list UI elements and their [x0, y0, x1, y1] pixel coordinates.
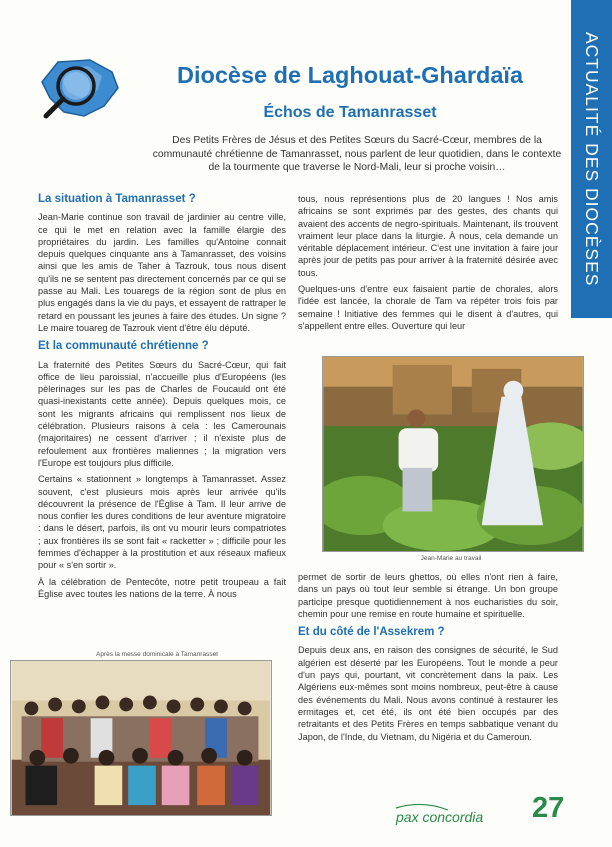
- paragraph: La fraternité des Petites Sœurs du Sacré-Cœur, qui fait office de lieu paroissial, n'accueille plus d'Européens (les pèlerinages sur les pas de Charles de Foucauld ont été quasi-inexistants cette année). Depuis quelques mois, ce sont les migrants africains qui remplissent nos lieux de célébration. Plusieurs raisons à cela : les Camerounais (majoritaires) ne cessent d'arriver ; il n'existe plus de refoulement aux frontières maliennes ; la migration vers l'Europe est toujours plus difficile.: [38, 359, 286, 468]
- left-column: [38, 193, 286, 604]
- page-title: Diocèse de Laghouat-Ghardaïa: [176, 62, 524, 88]
- pax-concordia-logo: [392, 802, 516, 828]
- right-column-top: [298, 193, 558, 336]
- page-number: 27: [532, 792, 565, 824]
- garden-photo-caption: Jean-Marie au travail: [420, 555, 482, 562]
- section-tab-label: ACTUALITÉ DES DIOCÈSES: [582, 31, 602, 287]
- garden-photo: [322, 356, 584, 552]
- article-intro: Des Petits Frères de Jésus et des Petites Sœurs du Sacré-Cœur, membres de la communauté chrétienne de Tamanrasset, nous parlent de leur quotidien, dans le contexte de la tourmente que traverse le Nord-Mali, leur si proche voisin…: [152, 135, 562, 174]
- article-subtitle: Échos de Tamanrasset: [263, 104, 437, 121]
- paragraph: permet de sortir de leurs ghettos, où elles n'ont rien à faire, dans un pays où tout leur semble si étrange. Un bon groupe participe presque quotidiennement à nos eucharisties du soir, chemin pour une remise en route humaine et spirituelle.: [298, 572, 558, 619]
- group-photo-caption: Après la messe dominicale à Tamanrasset: [96, 651, 218, 658]
- diocese-map-logo: [28, 54, 124, 126]
- group-photo: [10, 660, 272, 816]
- section-heading-assekrem: Et du côté de l'Assekrem ?: [298, 626, 445, 639]
- section-tab: [571, 0, 612, 318]
- paragraph: Depuis deux ans, en raison des consignes de sécurité, le Sud algérien est déserté par les Européens. Tout le monde a peur d'un pays qui, pourtant, vit concrètement dans la paix. Les Algériens eux-mêmes sont moins nombreux, peut-être à cause des événements du Mali. Nous avons continué à restaurer les ermitages et, cet été, ils ont été bien occupés par des retraitants et des Petits Frères en temps sabbatique venant du Japon, de l'Inde, du Vietnam, du Nigéria et du Cameroun.: [298, 645, 558, 742]
- right-column-bottom: [298, 571, 558, 747]
- section-heading-situation: La situation à Tamanrasset ?: [38, 193, 196, 205]
- pax-concordia-logo-text: pax concordia: [396, 809, 484, 825]
- paragraph: tous, nous représentions plus de 20 langues ! Nos amis africains se sont exprimés par des gestes, des chants qui avaient des accents de negro-spirituals. Maintenant, ils trouvent vraiment leur place dans la liturgie. À nous, cela demande un véritable déplacement intérieur. C'est une invitation à faire jour après jour de petits pas pour arriver à la fraternité désirée avec tous.: [298, 194, 558, 278]
- section-heading-communaute: Et la communauté chrétienne ?: [38, 340, 209, 353]
- paragraph: Quelques-uns d'entre eux faisaient partie de chorales, alors l'idée est lancée, la chorale de Tam va répéter trois fois par semaine ! Initiative des femmes qui le disent à d'autres, qui s'appellent entre elles. Ouverture qui leur: [298, 284, 558, 331]
- paragraph: Certains « stationnent » longtemps à Tamanrasset. Assez souvent, c'est plusieurs mois après leur arrivée qu'ils découvrent la présence de l'Église à Tam. Il leur arrive de nous confier les dures conditions de leur aventure migratoire : dans le désert, parfois, ils ont vu mourir leurs compatriotes ; aux frontières ils se sont fait « racketter » ; difficile pour les femmes d'échapper à la prostitution et aux réseaux mafieux pour « s'en sortir ».: [38, 474, 286, 571]
- paragraph: Jean-Marie continue son travail de jardinier au centre ville, ce qui le met en relation avec la famille élargie des propriétaires du jardin. Les familles qu'Antoine connait depuis quelques cinquante ans à Tamanrasset, des voisins ainsi que les amis de Taher à Tazrouk, tous nous disent qu'ils ne se sentent pas directement concernés par ce qui se passe au Mali. Les touaregs de la région sont de plus en plus engagés dans la vie du pays, et essayent de rattraper le retard en poussant les jeunes à faire des études. Un signe ? Le maire touareg de Tazrouk vient d'être élu député.: [38, 212, 286, 333]
- paragraph: À la célébration de Pentecôte, notre petit troupeau a fait Église avec toutes les nations de la terre. À nous: [38, 576, 286, 599]
